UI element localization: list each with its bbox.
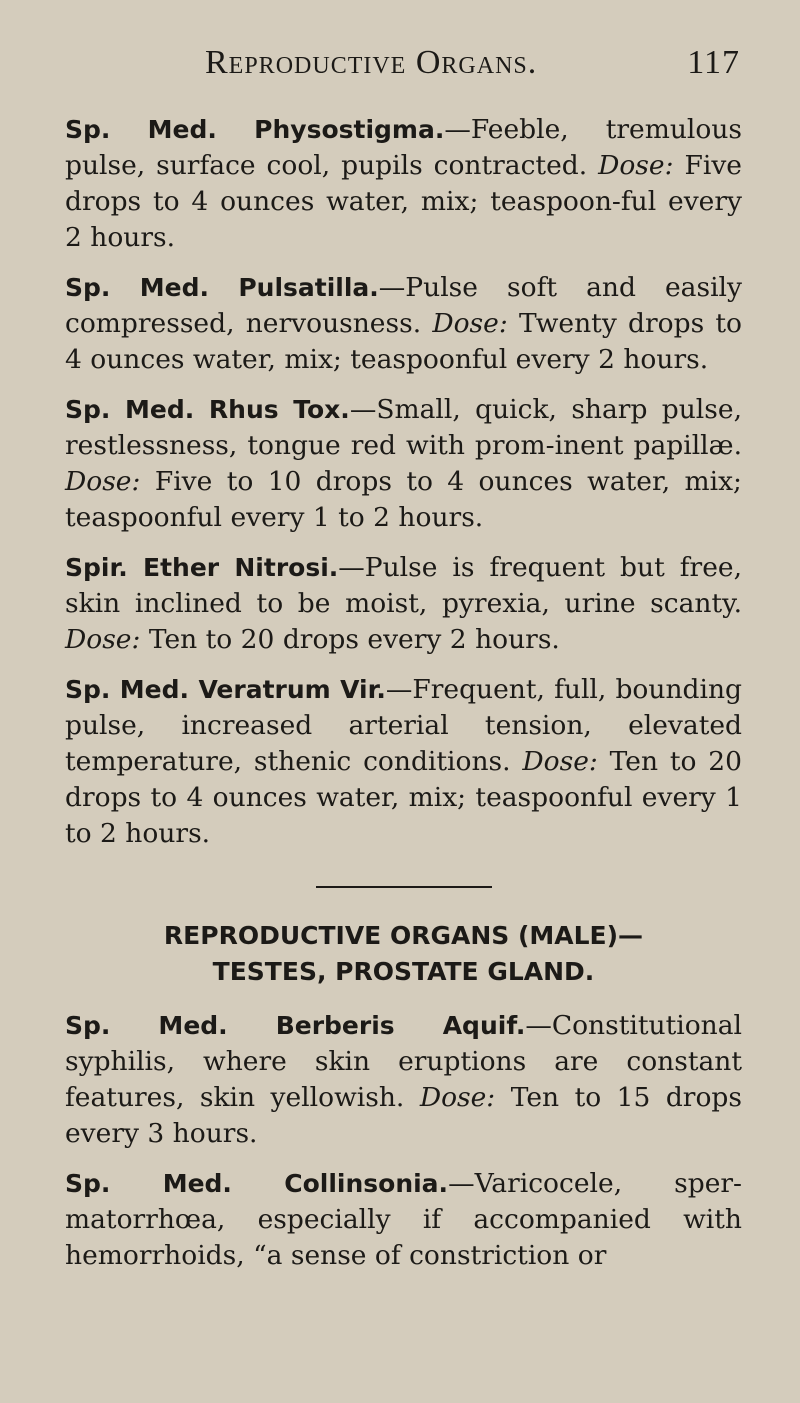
drug-name: Sp. Med. Pulsatilla. — [65, 273, 379, 302]
running-head-title: Reproductive Organs. — [205, 44, 538, 81]
page-number: 117 — [687, 44, 740, 81]
entry-veratrum-vir — [65, 672, 742, 852]
entry-text: —Feeble, tremulous pulse, surface cool, pupils contracted. — [65, 114, 742, 181]
entry-rhus-tox — [65, 392, 742, 536]
dose-text: Ten to 20 drops to 4 ounces water, mix; teaspoonful every 1 to 2 hours. — [65, 746, 742, 849]
entry-text: —Frequent, full, bounding pulse, increased arterial tension, elevated temperature, sthenic conditions. — [65, 674, 742, 777]
entry-physostigma — [65, 112, 742, 256]
section-divider — [316, 886, 492, 888]
running-head — [205, 44, 740, 84]
dose-label: Dose: — [432, 308, 508, 339]
entry-text: —Pulse is frequent but free, skin inclined to be moist, pyrexia, urine scanty. — [65, 552, 742, 619]
dose-label: Dose: — [522, 746, 598, 777]
drug-name: Sp. Med. Physostigma. — [65, 115, 445, 144]
drug-name: Sp. Med. Rhus Tox. — [65, 395, 350, 424]
entry-pulsatilla — [65, 270, 742, 378]
entry-text: —Constitutional syphilis, where skin eruptions are constant features, skin yellowish. — [65, 1010, 742, 1113]
entry-ether-nitrosi — [65, 550, 742, 658]
section-heading — [65, 918, 742, 990]
dose-text: Ten to 15 drops every 3 hours. — [65, 1082, 742, 1149]
entry-berberis-aquif — [65, 1008, 742, 1152]
dose-text: Five drops to 4 ounces water, mix; teaspoon-ful every 2 hours. — [65, 150, 742, 253]
dose-label: Dose: — [598, 150, 674, 181]
dose-text: Ten to 20 drops every 2 hours. — [148, 624, 560, 655]
section-heading-line: REPRODUCTIVE ORGANS (MALE)— — [163, 921, 644, 950]
dose-label: Dose: — [65, 624, 141, 655]
drug-name: Sp. Med. Veratrum Vir. — [65, 675, 386, 704]
drug-name: Sp. Med. Collinsonia. — [65, 1169, 449, 1198]
dose-text: Five to 10 drops to 4 ounces water, mix; teaspoonful every 1 to 2 hours. — [65, 466, 742, 533]
page-body — [65, 112, 742, 1288]
section-heading-line: TESTES, PROSTATE GLAND. — [212, 957, 595, 986]
drug-name: Spir. Ether Nitrosi. — [65, 553, 339, 582]
entry-text: —Pulse soft and easily compressed, nervousness. — [65, 272, 742, 339]
entry-collinsonia — [65, 1166, 742, 1274]
entry-text: —Small, quick, sharp pulse, restlessness, tongue red with prom-inent papillæ. — [65, 394, 742, 461]
entry-text: —Varicocele, sper-matorrhœa, especially if accompanied with hemorrhoids, “a sense of constriction or — [65, 1168, 743, 1271]
dose-label: Dose: — [419, 1082, 496, 1113]
drug-name: Sp. Med. Berberis Aquif. — [65, 1011, 526, 1040]
dose-label: Dose: — [65, 466, 141, 497]
dose-text: Twenty drops to 4 ounces water, mix; teaspoonful every 2 hours. — [65, 308, 742, 375]
